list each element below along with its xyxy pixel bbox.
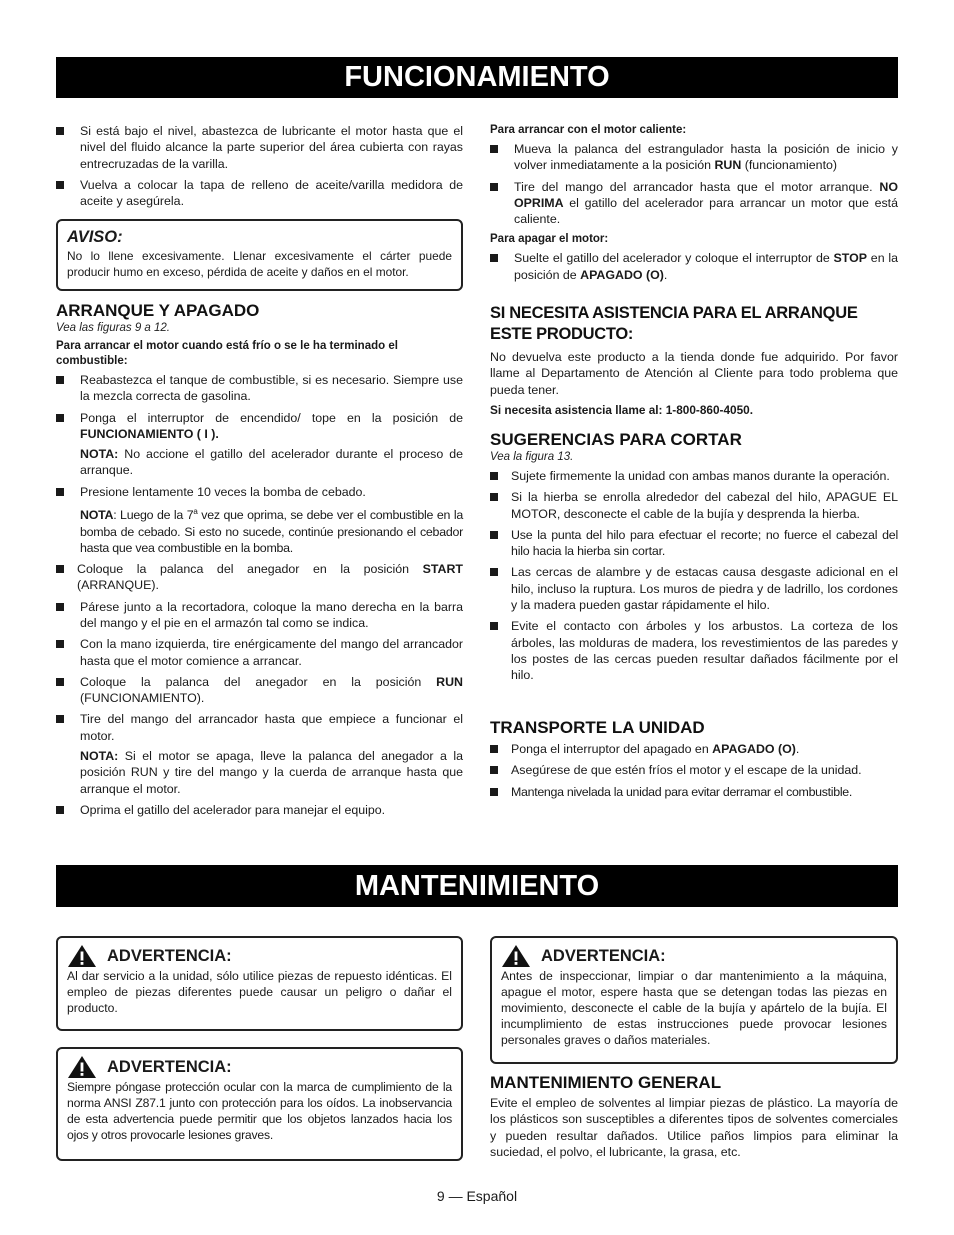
- square-bullet-icon: [56, 806, 64, 814]
- arranque-heading: ARRANQUE Y APAGADO: [56, 301, 260, 320]
- general-maintenance-heading: MANTENIMIENTO GENERAL: [490, 1073, 722, 1092]
- square-bullet-icon: [490, 493, 498, 501]
- list-item: Mueva la palanca del estrangulador hasta la posición de inicio y volver inmediatamente a la posición RUN (funcionamiento): [490, 141, 898, 174]
- square-bullet-icon: [490, 254, 498, 262]
- list-item: Si está bajo el nivel, abastezca de lubricante el motor hasta que el nivel del fluido alcance la parte superior del área cubierta con rayas entrecruzadas de la varilla.: [56, 123, 463, 172]
- arranque-subtitle: Vea las figuras 9 a 12.: [56, 322, 171, 334]
- list-item: Oprima el gatillo del acelerador para manejar el equipo.: [56, 802, 463, 818]
- list-item: Sujete firmemente la unidad con ambas manos durante la operación.: [490, 468, 898, 484]
- list-item: Coloque la palanca del anegador en la posición START (ARRANQUE).: [56, 561, 463, 594]
- square-bullet-icon: [490, 622, 498, 630]
- square-bullet-icon: [56, 414, 64, 422]
- warning-text: Antes de inspeccionar, limpiar o dar mantenimiento a la máquina, apague el motor, espere hasta que se detengan todas las piezas en movimiento, desconecte el cable de la bujía y apártelo de la bujía. El incumplimiento de estas instrucciones puede provocar lesiones personales graves o daños materiales.: [501, 969, 887, 1047]
- warning-text: Al dar servicio a la unidad, sólo utilice piezas de repuesto idénticas. El empleo de piezas diferentes puede causar un peligro o dañar el producto.: [67, 969, 452, 1015]
- warning-box-maintenance: [490, 936, 898, 1064]
- note: NOTA: No accione el gatillo del acelerador durante el proceso de arranque.: [80, 447, 463, 478]
- square-bullet-icon: [490, 745, 498, 753]
- warning-box-parts: [56, 936, 463, 1031]
- square-bullet-icon: [490, 788, 498, 796]
- list-item: Si la hierba se enrolla alrededor del cabezal del hilo, APAGUE EL MOTOR, desconecte el cable de la bujía y desprenda la hierba.: [490, 489, 898, 522]
- warning-title: ADVERTENCIA:: [501, 944, 887, 968]
- general-maintenance-section: [490, 1073, 898, 1160]
- hot-start-lead: Para arrancar con el motor caliente:: [490, 124, 687, 136]
- arranque-list: [56, 372, 463, 818]
- page-footer: 9 — Español: [436, 1188, 518, 1204]
- warning-box-eye-protection: [56, 1047, 463, 1161]
- left-column: [56, 123, 463, 214]
- list-item: Presione lentamente 10 veces la bomba de cebado. NOTA: Luego de la 7$^a$ vez que oprima, se debe ver el combustible en la bomba de cebado. Si esto no sucede, continúe presionando el cebador hasta que vea combustible en la bomba.: [56, 484, 463, 556]
- list-item: Use la punta del hilo para efectuar el recorte; no fuerce el cabezal del hilo hacia la hierba sin cortar.: [490, 527, 898, 560]
- stop-list: [490, 250, 898, 283]
- warning-triangle-icon: [501, 944, 531, 968]
- help-phone: Si necesita asistencia llame al: 1-800-860-4050.: [490, 402, 753, 417]
- square-bullet-icon: [56, 715, 64, 723]
- square-bullet-icon: [490, 183, 498, 191]
- list-item: Asegúrese de que estén fríos el motor y el escape de la unidad.: [490, 762, 898, 778]
- warning-triangle-icon: [67, 1055, 97, 1079]
- general-maintenance-text: Evite el empleo de solventes al limpiar piezas de plástico. La mayoría de los plásticos son susceptibles a diferentes tipos de solventes comerciales y pueden resultar dañados. Utilice paños limpios para eliminar la suciedad, el polvo, el lubricante, la grasa, etc.: [490, 1096, 898, 1159]
- square-bullet-icon: [56, 565, 64, 573]
- list-item: Coloque la palanca del anegador en la posición RUN (FUNCIONAMIENTO).: [56, 674, 463, 707]
- cutting-heading: SUGERENCIAS PARA CORTAR: [490, 430, 742, 449]
- stop-lead: Para apagar el motor:: [490, 233, 609, 246]
- cutting-list: [490, 468, 898, 684]
- transport-list: [490, 741, 898, 800]
- hot-start-list: [490, 141, 898, 227]
- list-item: Párese junto a la recortadora, coloque la mano derecha en la barra del mango y el pie en el armazón tal como se indica.: [56, 599, 463, 632]
- square-bullet-icon: [490, 472, 498, 480]
- warning-title: ADVERTENCIA:: [67, 944, 452, 968]
- help-heading: SI NECESITA ASISTENCIA PARA EL ARRANQUE ESTE PRODUCTO:: [490, 304, 858, 343]
- cutting-subtitle: Vea la figura 13.: [490, 451, 574, 463]
- list-item: Tire del mango del arrancador hasta que el motor arranque. NO OPRIMA el gatillo del acelerador para arrancar un motor que está caliente.: [490, 179, 898, 228]
- aviso-box: [56, 219, 463, 291]
- cutting-section: [490, 430, 898, 689]
- note: NOTA: Si el motor se apaga, lleve la palanca del anegador a la posición RUN y tire del mango y la cuerda de arranque hasta que arranque el motor.: [80, 749, 463, 796]
- square-bullet-icon: [490, 531, 498, 539]
- square-bullet-icon: [56, 127, 64, 135]
- square-bullet-icon: [56, 376, 64, 384]
- section-banner-mantenimiento: MANTENIMIENTO: [56, 865, 898, 907]
- aviso-text: No lo llene excesivamente. Llenar excesivamente el cárter puede producir humo en exceso, pérdida de aceite y daños en el motor.: [67, 249, 452, 279]
- list-item: Ponga el interruptor del apagado en APAGADO (O).: [490, 741, 898, 757]
- right-column: [490, 123, 898, 288]
- list-item: Tire del mango del arrancador hasta que empiece a funcionar el motor. NOTA: Si el motor se apaga, lleve la palanca del anegador a la posición RUN y tire del mango y la cuerda de arranque hasta que arranque el motor.: [56, 711, 463, 796]
- note: NOTA: Luego de la 7$^a$ vez que oprima, se debe ver el combustible en la bomba de cebado. Si esto no sucede, continúe presionando el cebador hasta que vea combustible en la bomba.: [80, 507, 463, 555]
- square-bullet-icon: [56, 488, 64, 496]
- help-text: No devuelva este producto a la tienda donde fue adquirido. Por favor llame al Departamento de Atención al Cliente para todo problema que pueda tener.: [490, 350, 898, 397]
- list-item: Reabastezca el tanque de combustible, si es necesario. Siempre use la mezcla correcta de gasolina.: [56, 372, 463, 405]
- help-section: [490, 303, 898, 418]
- list-item: Vuelva a colocar la tapa de relleno de aceite/varilla medidora de aceite y asegúrela.: [56, 177, 463, 210]
- list-item: Las cercas de alambre y de estacas causa desgaste adicional en el hilo, incluso la ruptura. Los muros de piedra y de ladrillo, los cordones y la madera pueden gastar rápidamente el hilo.: [490, 564, 898, 613]
- list-item: Ponga el interruptor de encendido/ tope en la posición de FUNCIONAMIENTO ( I ). NOTA: No accione el gatillo del acelerador durante el proceso de arranque.: [56, 410, 463, 479]
- warning-triangle-icon: [67, 944, 97, 968]
- section-banner-funcionamiento: FUNCIONAMIENTO: [56, 57, 898, 98]
- aviso-title: AVISO:: [67, 228, 123, 246]
- square-bullet-icon: [56, 678, 64, 686]
- list-item: Con la mano izquierda, tire enérgicamente del mango del arrancador hasta que el motor comience a arrancar.: [56, 636, 463, 669]
- transport-heading: TRANSPORTE LA UNIDAD: [490, 718, 705, 737]
- square-bullet-icon: [490, 568, 498, 576]
- list-item: Evite el contacto con árboles y los arbustos. La corteza de los árboles, las molduras de madera, los revestimientos de las paredes y los postes de las cercas pueden resultar dañados fácilmente por el hilo.: [490, 618, 898, 683]
- square-bullet-icon: [490, 145, 498, 153]
- square-bullet-icon: [56, 181, 64, 189]
- square-bullet-icon: [490, 766, 498, 774]
- warning-text: Siempre póngase protección ocular con la marca de cumplimiento de la norma ANSI Z87.1 junto con protección para los oídos. La inobservancia de esta advertencia puede permitir que los objetos lanzados hacia los ojos y otros provocarle lesiones graves.: [67, 1080, 452, 1142]
- warning-title: ADVERTENCIA:: [67, 1055, 452, 1079]
- arranque-section: [56, 301, 463, 823]
- intro-list: [56, 123, 463, 209]
- list-item: Suelte el gatillo del acelerador y coloque el interruptor de STOP en la posición de APAGADO (O).: [490, 250, 898, 283]
- square-bullet-icon: [56, 603, 64, 611]
- transport-section: [490, 718, 898, 805]
- list-item: Mantenga nivelada la unidad para evitar derramar el combustible.: [490, 784, 898, 800]
- arranque-lead: Para arrancar el motor cuando está frío o se le ha terminado el combustible:: [56, 340, 398, 367]
- square-bullet-icon: [56, 640, 64, 648]
